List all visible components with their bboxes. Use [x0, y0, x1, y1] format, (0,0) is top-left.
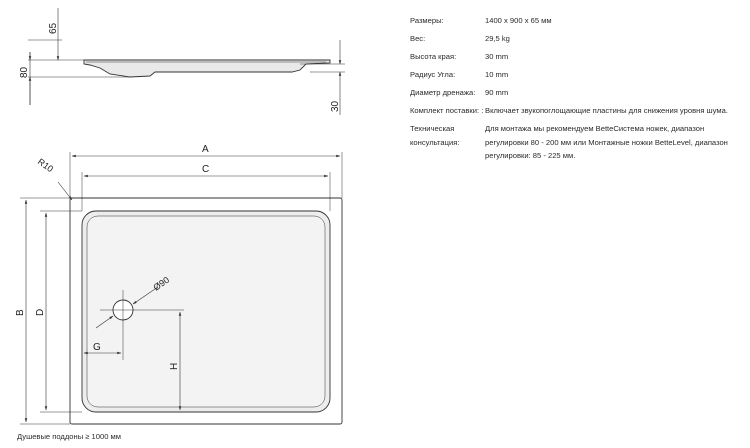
dim-D-label: D [35, 308, 46, 316]
drain-diameter-label: Ø90 [151, 274, 172, 293]
dim-30-label: 30 [330, 100, 341, 112]
top-view [20, 152, 342, 424]
spec-label: Комплект поставки: : [410, 106, 484, 115]
side-view [28, 8, 345, 115]
dim-R10-label: R10 [35, 156, 56, 175]
spec-value: Для монтажа мы рекомендуем BetteСистема ножек, диапазон регулировки 80 - 200 мм или Монтажные ножки BetteLevel, диапазон регулировки: 85 - 225 мм. [485, 124, 728, 160]
spec-row-drain-diameter [410, 86, 740, 100]
spec-label: Техническая консультация: [410, 124, 460, 147]
spec-row-dimensions [410, 14, 740, 28]
spec-label: Высота края: [410, 52, 457, 61]
tray-profile [84, 60, 330, 77]
spec-value: 30 mm [485, 52, 509, 61]
dim-B-label: B [15, 309, 26, 316]
dim-65-label: 65 [48, 22, 59, 34]
spec-label: Диаметр дренажа: [410, 88, 476, 97]
spec-row-scope-of-delivery [410, 104, 740, 118]
spec-row-technical-advice [410, 122, 740, 163]
drawing-caption: Душевые поддоны ≥ 1000 мм [17, 432, 121, 441]
dim-A-label: A [202, 144, 209, 155]
dim-C-label: C [202, 164, 210, 175]
spec-row-rim-height [410, 50, 740, 64]
spec-value: 1400 x 900 x 65 мм [485, 16, 552, 25]
spec-row-corner-radius [410, 68, 740, 82]
spec-row-weight [410, 32, 740, 46]
dim-80-label: 80 [19, 66, 30, 78]
spec-label: Вес: [410, 34, 426, 43]
dim-G-label: G [93, 342, 101, 353]
spec-value: 90 mm [485, 88, 509, 97]
spec-value: 29,5 kg [485, 34, 510, 43]
spec-label: Размеры: [410, 16, 444, 25]
spec-value: Включает звукопоглощающие пластины для снижения уровня шума. [485, 106, 728, 115]
spec-value: 10 mm [485, 70, 509, 79]
spec-label: Радиус Угла: [410, 70, 456, 79]
dim-H-label: H [169, 362, 180, 370]
specifications-table [410, 14, 740, 167]
